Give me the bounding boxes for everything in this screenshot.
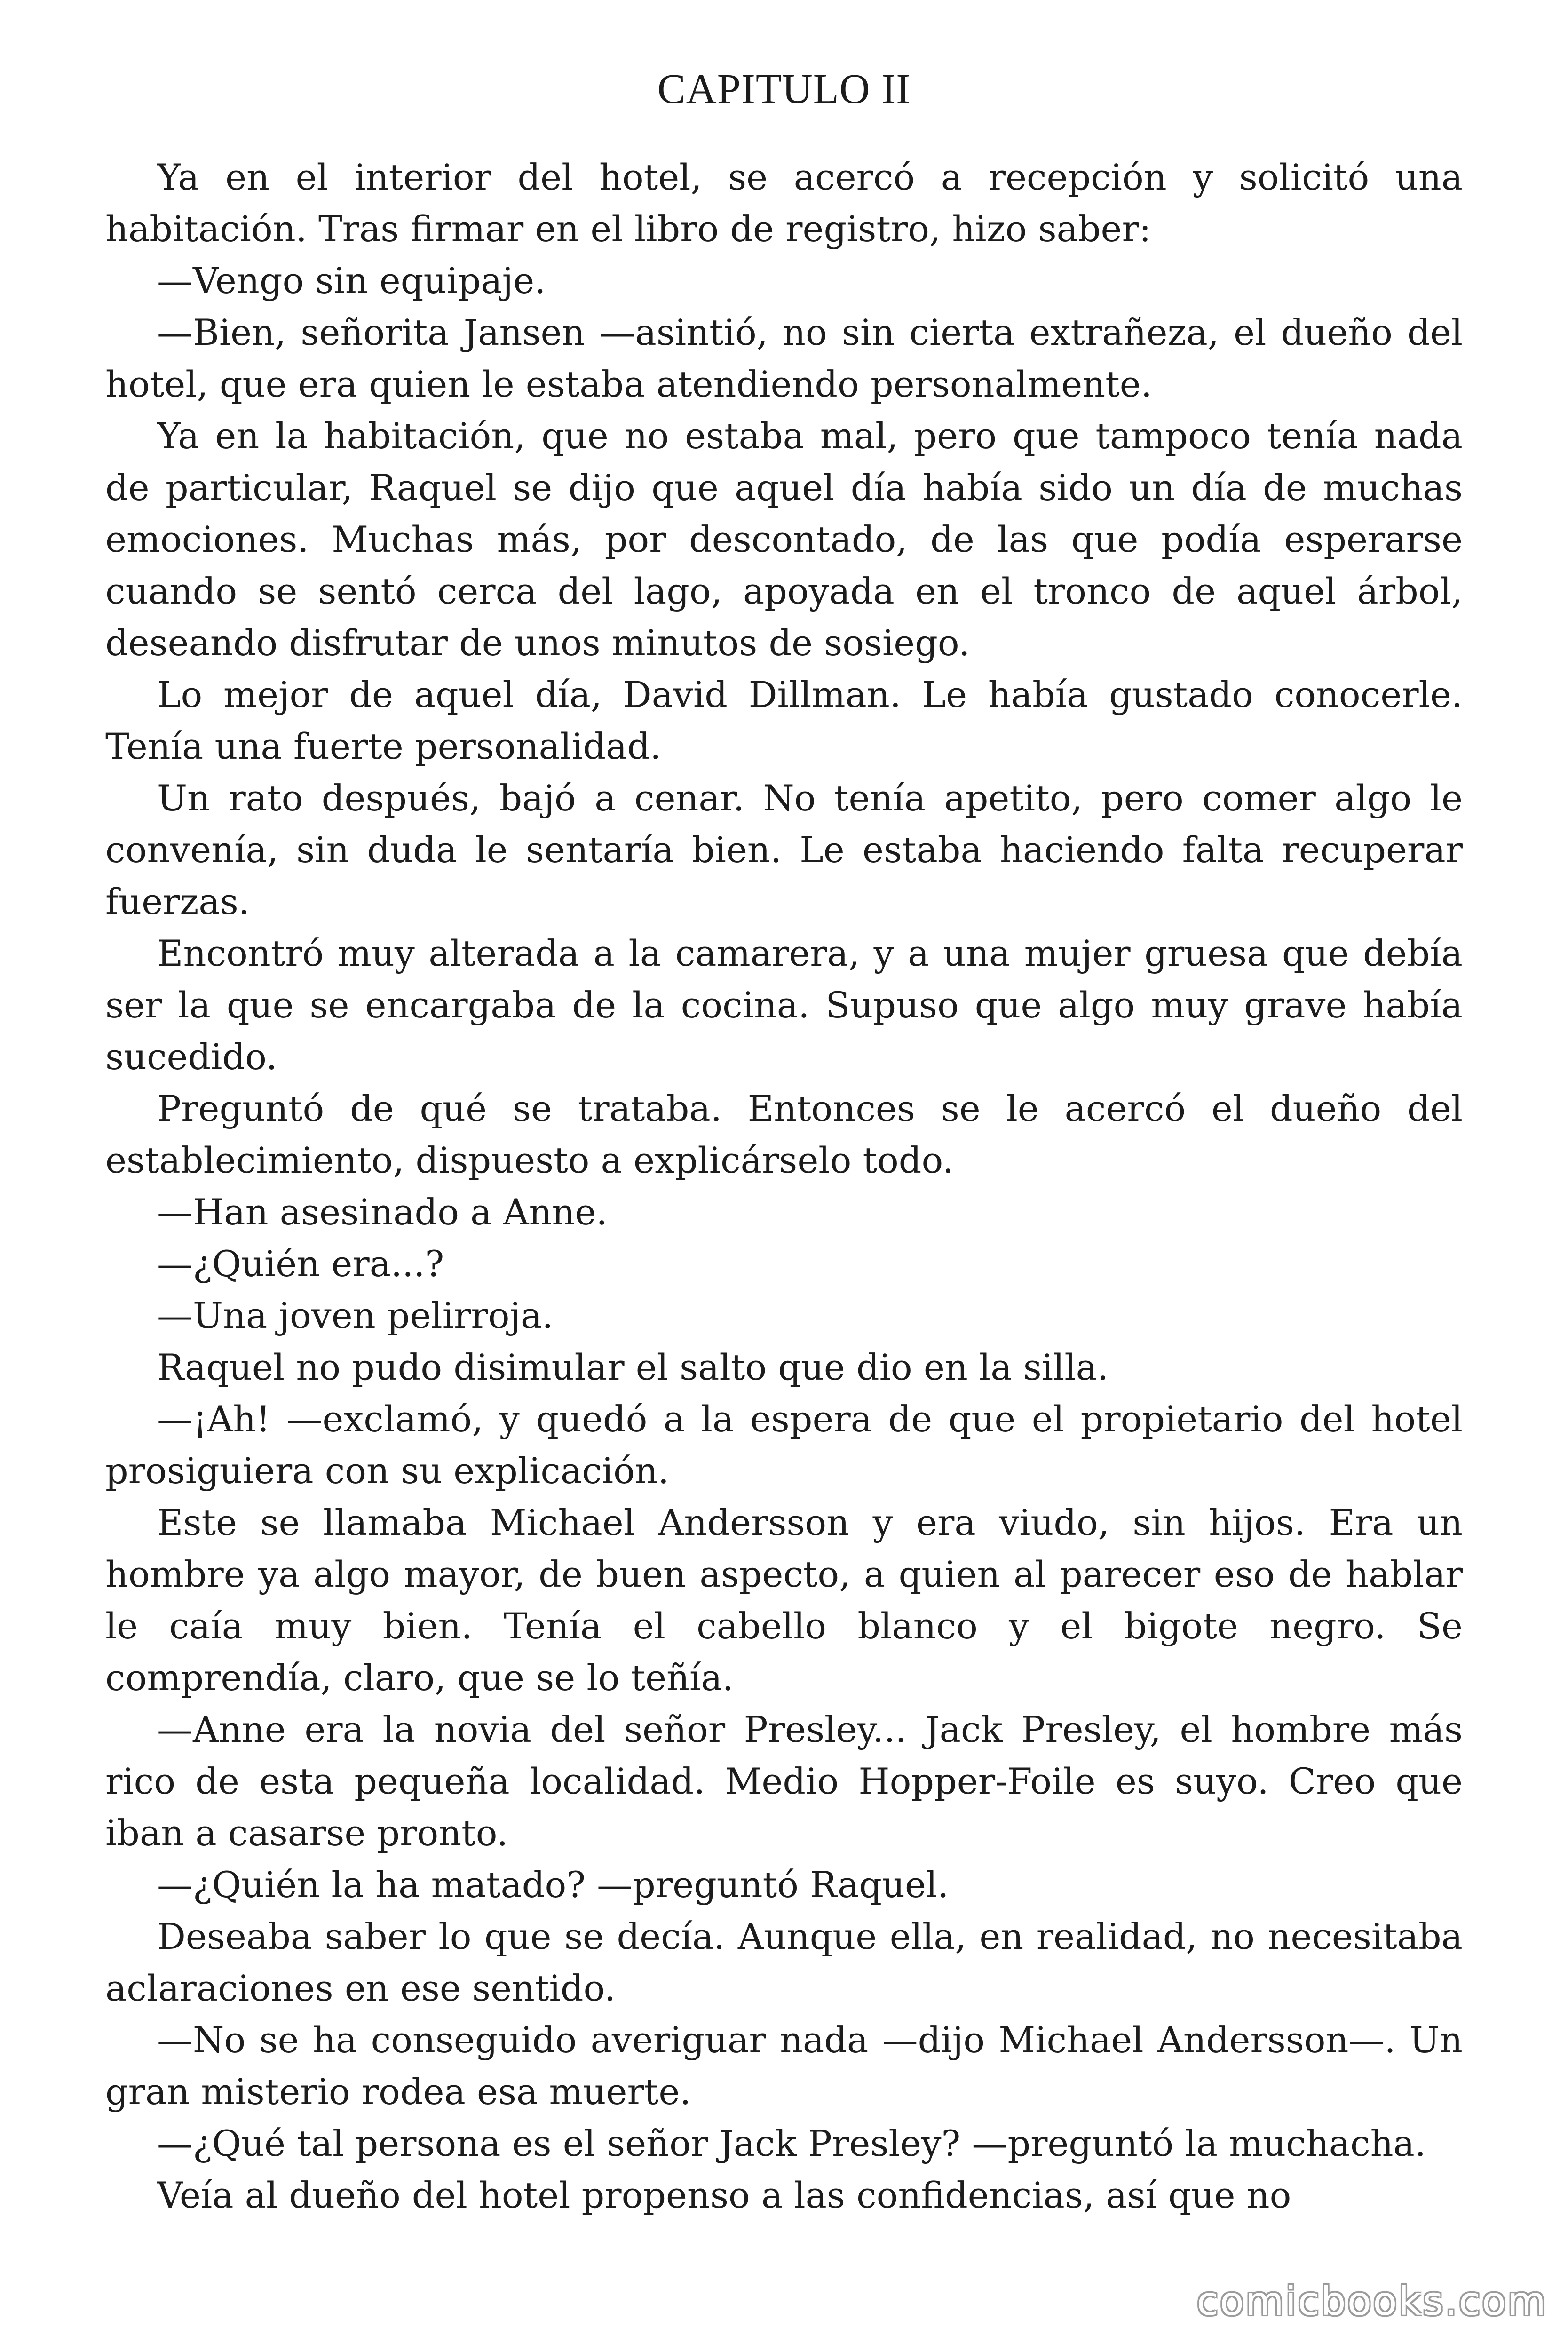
paragraph: —Anne era la novia del señor Presley... Jack Presley, el hombre más rico de esta pequeña localidad. Medio Hopper-Foile es suyo. Creo que iban a casarse pronto. (105, 1708, 1463, 1854)
paragraph: —No se ha conseguido averiguar nada —dijo Michael Andersson—. Un gran misterio rodea esa muerte. (105, 2019, 1463, 2113)
paragraph: —Vengo sin equipaje. (157, 260, 546, 302)
paragraph: Veía al dueño del hotel propenso a las confidencias, así que no (157, 2174, 1291, 2216)
paragraph: Ya en la habitación, que no estaba mal, pero que tampoco tenía nada de particular, Raquel se dijo que aquel día había sido un día de muchas emociones. Muchas más, por descontado, de las que podía esperarse cuando se sentó cerca del lago, apoyada en el tronco de aquel árbol, deseando disfrutar de unos minutos de sosiego. (105, 415, 1463, 664)
paragraph: —¡Ah! —exclamó, y quedó a la espera de que el propietario del hotel prosiguiera con su explicación. (105, 1398, 1463, 1492)
watermark: comicbooks.com (1196, 2278, 1547, 2324)
paragraph: Preguntó de qué se trataba. Entonces se le acercó el dueño del establecimiento, dispuesto a explicárselo todo. (105, 1088, 1463, 1181)
chapter-title: CAPITULO II (657, 66, 911, 112)
paragraph: —¿Qué tal persona es el señor Jack Presley? —preguntó la muchacha. (157, 2122, 1426, 2164)
paragraph: Un rato después, bajó a cenar. No tenía apetito, pero comer algo le convenía, sin duda le sentaría bien. Le estaba haciendo falta recuperar fuerzas. (105, 777, 1463, 922)
paragraph: —Bien, señorita Jansen —asintió, no sin cierta extrañeza, el dueño del hotel, que era quien le estaba atendiendo personalmente. (105, 311, 1463, 405)
paragraph: Deseaba saber lo que se decía. Aunque ella, en realidad, no necesitaba aclaraciones en ese sentido. (105, 1915, 1463, 2009)
paragraph: Encontró muy alterada a la camarera, y a una mujer gruesa que debía ser la que se encargaba de la cocina. Supuso que algo muy grave había sucedido. (105, 932, 1463, 1078)
paragraph: —Una joven pelirroja. (157, 1295, 554, 1336)
paragraph: Este se llamaba Michael Andersson y era viudo, sin hijos. Era un hombre ya algo mayor, de buen aspecto, a quien al parecer eso de hablar le caía muy bien. Tenía el cabello blanco y el bigote negro. Se comprendía, claro, que se lo teñía. (105, 1502, 1463, 1699)
chapter-body (105, 151, 1463, 2221)
paragraph: —Han asesinado a Anne. (157, 1191, 608, 1233)
paragraph: Raquel no pudo disimular el salto que dio en la silla. (157, 1346, 1109, 1388)
paragraph: Lo mejor de aquel día, David Dillman. Le había gustado conocerle. Tenía una fuerte personalidad. (105, 674, 1463, 767)
paragraph: —¿Quién la ha matado? —preguntó Raquel. (157, 1864, 949, 1906)
paragraph: —¿Quién era...? (157, 1243, 444, 1285)
paragraph: Ya en el interior del hotel, se acercó a recepción y solicitó una habitación. Tras firmar en el libro de registro, hizo saber: (105, 156, 1463, 250)
